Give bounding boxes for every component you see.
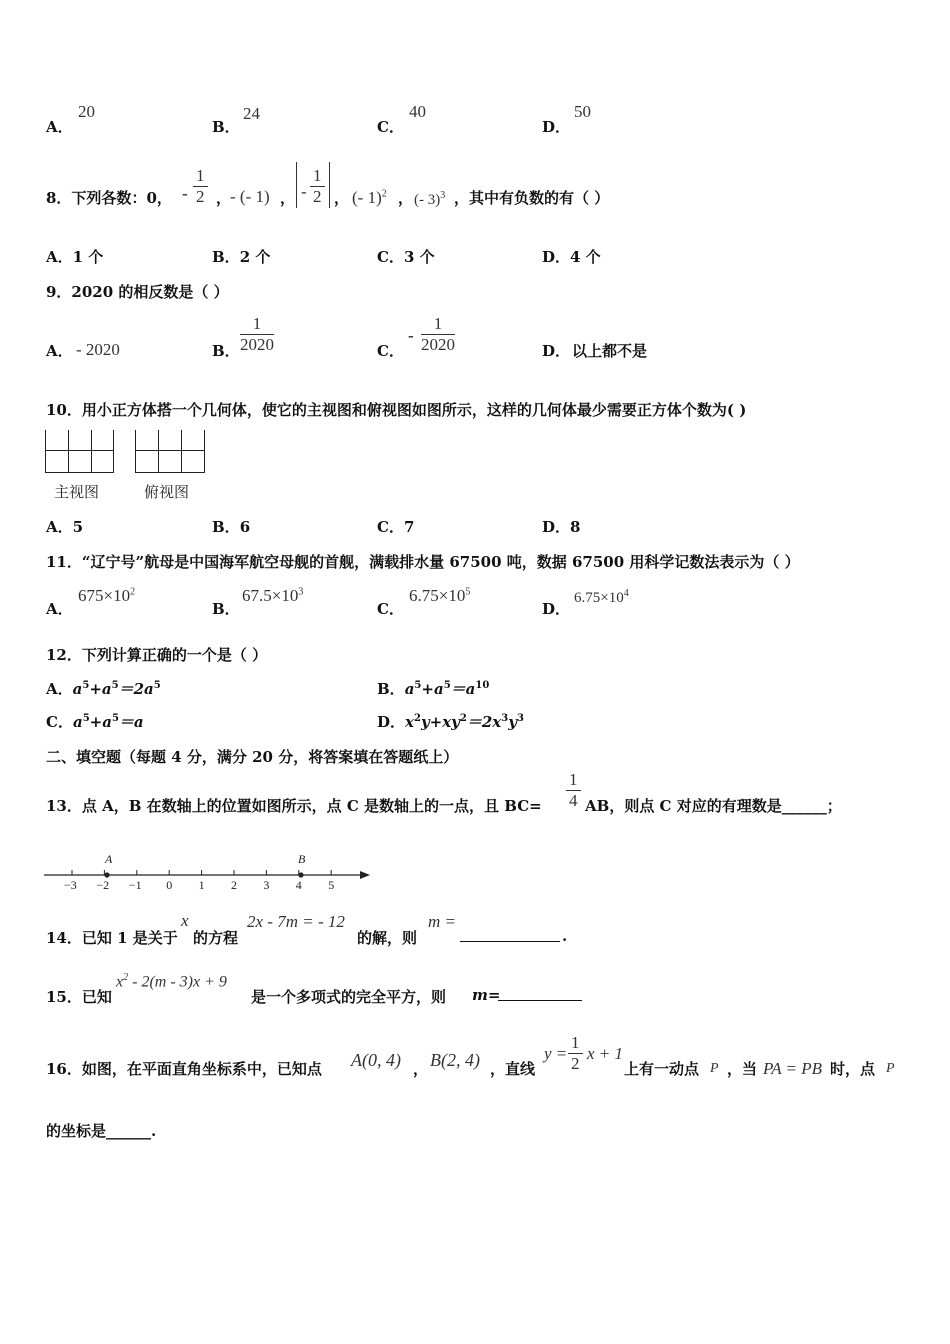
q15-expr-var: x	[116, 973, 124, 991]
q16-mid4: 时，点	[830, 1060, 876, 1078]
q14-m-equals: m =	[428, 912, 456, 931]
q12-b-part3: ＝a	[450, 680, 476, 698]
q8-term4	[352, 188, 387, 208]
number-line-tick-label: −2	[96, 878, 110, 892]
q9-stem: 9．2020 的相反数是（ ）	[46, 283, 229, 301]
q12-b-exp2: 5	[443, 680, 451, 691]
q8-term1-numerator: 1	[193, 166, 208, 187]
q15-expr-rest: - 2(m - 3)x + 9	[128, 973, 227, 991]
option-b-label: B．	[212, 118, 240, 136]
number-line-tick-label: 0	[166, 878, 173, 892]
q15-expr-exp: 2	[123, 972, 129, 983]
top-view-caption: 俯视图	[144, 483, 190, 501]
q11-option-b-letter: B．	[212, 600, 240, 618]
number-line-tick-label: −3	[64, 878, 77, 892]
q8-term5-base: (- 3)	[414, 192, 441, 208]
q13-denominator: 4	[569, 791, 578, 810]
q15-answer-blank[interactable]	[498, 984, 582, 1001]
q10-option-d	[542, 516, 580, 537]
abs-bar-right	[329, 162, 330, 208]
q12-option-c	[46, 711, 144, 732]
option-a-label: A．	[46, 118, 73, 136]
q16-point-p1: P	[710, 1061, 719, 1076]
q8-sep3: ，	[334, 189, 350, 207]
q16-line-rhs: x + 1	[587, 1044, 624, 1063]
section-heading: 二、填空题（每题 4 分，满分 20 分，将答案填在答题纸上）	[46, 748, 459, 766]
q12-b-part1: a	[404, 680, 415, 698]
q8-prefix: 8．下列各数：0，	[46, 189, 172, 207]
q9-option-a-value: - 2020	[76, 340, 120, 359]
number-line-tick-label: 3	[263, 878, 270, 892]
q8-term4-exp: 2	[381, 188, 387, 200]
q11-option-a-base: 675×10	[78, 586, 131, 605]
q12-d-part3: ＝2x	[466, 713, 502, 731]
q8-option-a-letter: A．	[46, 248, 73, 266]
q12-d-exp1: 2	[413, 713, 421, 724]
q12-option-a-letter: A．	[46, 680, 73, 698]
point-a-dot	[104, 872, 109, 877]
q10-option-a	[46, 516, 83, 537]
front-view-caption: 主视图	[54, 483, 100, 501]
number-line	[40, 848, 380, 894]
q14-variable: x	[181, 911, 189, 930]
q8-option-b-text: 2 个	[239, 248, 271, 266]
q10-option-c	[377, 516, 414, 537]
q16-line-denominator: 2	[571, 1054, 580, 1073]
q16-prefix: 16．如图，在平面直角坐标系中，已知点	[46, 1060, 322, 1078]
q15-prefix: 15．已知	[46, 988, 112, 1006]
q9-option-c-denominator: 2020	[421, 335, 455, 354]
point-b-dot	[298, 872, 303, 877]
q12-option-a	[46, 678, 161, 699]
q11-option-d-value	[574, 588, 629, 607]
q12-c-exp2: 5	[111, 713, 119, 724]
abs-bar-left	[296, 162, 297, 208]
q12-a-exp2: 5	[111, 680, 119, 691]
q11-option-d-letter: D．	[542, 600, 571, 618]
q15-suffix: 是一个多项式的完全平方，则	[251, 988, 447, 1006]
number-line-tick-label: 1	[198, 878, 205, 892]
q11-stem: 11．“辽宁号”航母是中国海军航空母舰的首舰，满载排水量 67500 吨，数据 67500 用科学记数法表示为（ ）	[46, 553, 800, 571]
q9-option-d-text: 以上都不是	[572, 342, 648, 360]
option-d-value: 50	[574, 102, 591, 121]
q12-a-part3: ＝2a	[118, 680, 154, 698]
q11-option-c-exp: 5	[465, 586, 471, 598]
q14-answer-blank[interactable]	[460, 925, 560, 942]
point-b-label: B	[298, 852, 306, 866]
q9-option-c-sign: -	[408, 326, 414, 345]
q10-option-b-text: 6	[239, 518, 251, 536]
q16-line-numerator: 1	[568, 1033, 583, 1054]
q13-prefix: 13．点 A，B 在数轴上的位置如图所示，点 C 是数轴上的一点，且 BC=	[46, 797, 542, 815]
q16-line-fraction	[568, 1033, 583, 1074]
q8-term1-fraction	[193, 166, 208, 207]
q12-d-part2: y+xy	[420, 713, 460, 731]
q8-term2: - (- 1)	[230, 187, 270, 206]
q9-option-d-letter: D．	[542, 342, 571, 360]
q12-d-part1: x	[405, 713, 414, 731]
option-d-label: D．	[542, 118, 571, 136]
q9-option-a-letter: A．	[46, 342, 73, 360]
q10-option-a-text: 5	[72, 518, 84, 536]
q11-option-c-base: 6.75×10	[409, 586, 466, 605]
q10-option-c-letter: C．	[377, 518, 404, 536]
q8-option-b-letter: B．	[212, 248, 240, 266]
q11-option-c-value	[409, 586, 470, 606]
q8-term4-base: (- 1)	[352, 188, 382, 207]
q12-option-d	[377, 711, 524, 732]
q14-mid2: 的解，则	[357, 929, 418, 947]
q10-option-b	[212, 516, 250, 537]
q12-a-part2: +a	[89, 680, 112, 698]
q12-b-exp1: 5	[414, 680, 422, 691]
q15-m-label: m=	[472, 986, 501, 1004]
q12-option-c-letter: C．	[46, 713, 73, 731]
q10-option-d-text: 8	[570, 518, 581, 536]
q8-option-d-letter: D．	[542, 248, 571, 266]
q8-term3-fraction	[310, 166, 325, 207]
q11-option-a-exp: 2	[130, 586, 136, 598]
q10-stem: 10．用小正方体搭一个几何体，使它的主视图和俯视图如图所示，这样的几何体最少需要正方体个数为( )	[46, 401, 747, 419]
q9-option-b-letter: B．	[212, 342, 240, 360]
q16-condition: PA = PB	[763, 1059, 823, 1078]
q8-option-d	[542, 246, 601, 267]
q12-option-b-letter: B．	[377, 680, 405, 698]
q12-stem: 12．下列计算正确的一个是（ ）	[46, 646, 268, 664]
q10-option-c-text: 7	[403, 518, 415, 536]
q8-sep1: ，	[216, 189, 232, 207]
q11-option-a-value	[78, 586, 135, 606]
q10-option-d-letter: D．	[542, 518, 571, 536]
q8-term5-exp: 3	[440, 190, 446, 201]
q13-suffix: AB，则点 C 对应的有理数是______；	[585, 797, 842, 815]
q8-option-a	[46, 246, 103, 267]
q14-prefix: 14．已知 1 是关于	[46, 929, 178, 947]
q12-b-part2: +a	[421, 680, 444, 698]
number-line-tick-label: −1	[128, 878, 142, 892]
q12-d-exp3: 3	[501, 713, 509, 724]
q16-point-b: B(2, 4)	[430, 1050, 480, 1070]
q12-option-d-letter: D．	[377, 713, 406, 731]
q14-equation: 2x - 7m = - 12	[247, 912, 345, 931]
q12-c-part3: ＝a	[118, 713, 144, 731]
option-c-label: C．	[377, 118, 404, 136]
q12-c-part2: +a	[89, 713, 112, 731]
q8-sep4: ，	[398, 189, 414, 207]
q12-c-exp1: 5	[82, 713, 90, 724]
q8-option-c	[377, 246, 435, 267]
q8-option-a-text: 1 个	[72, 248, 104, 266]
q12-d-part4: y	[508, 713, 517, 731]
q16-sep: ，	[413, 1060, 429, 1078]
q12-a-part1: a	[72, 680, 83, 698]
q13-numerator: 1	[566, 770, 581, 791]
number-line-tick-label: 4	[295, 878, 302, 892]
q11-option-a-letter: A．	[46, 600, 73, 618]
q8-sep2: ，	[280, 189, 296, 207]
q9-option-c-numerator: 1	[421, 314, 455, 335]
q9-option-b-denominator: 2020	[240, 335, 274, 354]
q8-option-c-letter: C．	[377, 248, 404, 266]
q11-option-d-exp: 4	[623, 588, 629, 599]
q8-suffix: ，其中有负数的有（ ）	[454, 189, 610, 207]
q12-option-b	[377, 678, 489, 699]
q14-end: .	[562, 927, 568, 945]
q8-term1-sign: -	[182, 184, 188, 203]
q12-c-part1: a	[72, 713, 83, 731]
q12-d-exp4: 3	[516, 713, 524, 724]
q11-option-b-exp: 3	[298, 586, 304, 598]
q16-point-a: A(0, 4)	[351, 1050, 401, 1070]
q12-b-exp3: 10	[475, 680, 490, 691]
q11-option-d-base: 6.75×10	[574, 590, 624, 606]
q9-option-c-letter: C．	[377, 342, 404, 360]
q16-mid2: 上有一动点	[624, 1060, 700, 1078]
q8-term5	[414, 190, 445, 209]
q9-option-c-fraction	[421, 314, 455, 355]
q12-a-exp1: 5	[82, 680, 90, 691]
q16-mid3: ，当	[727, 1060, 758, 1078]
q11-option-b-value	[242, 586, 303, 606]
q8-term3-denominator: 2	[313, 187, 322, 206]
q16-line-lhs: y =	[544, 1044, 568, 1063]
option-b-value: 24	[243, 104, 260, 123]
q12-d-exp2: 2	[459, 713, 467, 724]
q12-a-exp3: 5	[153, 680, 161, 691]
q16-line2: 的坐标是______.	[46, 1122, 157, 1140]
point-a-label: A	[105, 852, 113, 866]
q15-expression	[116, 972, 227, 991]
q13-fraction	[566, 770, 581, 811]
q8-term1-denominator: 2	[196, 187, 205, 206]
option-a-value: 20	[78, 102, 95, 121]
number-line-tick-label: 5	[328, 878, 335, 892]
q8-term3-sign: -	[301, 182, 307, 201]
q11-option-b-base: 67.5×10	[242, 586, 299, 605]
q8-term3-numerator: 1	[310, 166, 325, 187]
number-line-arrow	[360, 871, 370, 879]
q9-option-b-fraction	[240, 314, 274, 355]
q11-option-c-letter: C．	[377, 600, 404, 618]
option-c-value: 40	[409, 102, 426, 121]
q8-option-d-text: 4 个	[570, 248, 601, 266]
q10-option-b-letter: B．	[212, 518, 240, 536]
q16-mid: ，直线	[490, 1060, 536, 1078]
number-line-tick-label: 2	[231, 878, 237, 892]
q8-option-c-text: 3 个	[403, 248, 435, 266]
q9-option-b-numerator: 1	[240, 314, 274, 335]
q10-option-a-letter: A．	[46, 518, 73, 536]
q8-option-b	[212, 246, 270, 267]
q14-mid: 的方程	[193, 929, 239, 947]
q16-point-p2: P	[886, 1061, 895, 1076]
